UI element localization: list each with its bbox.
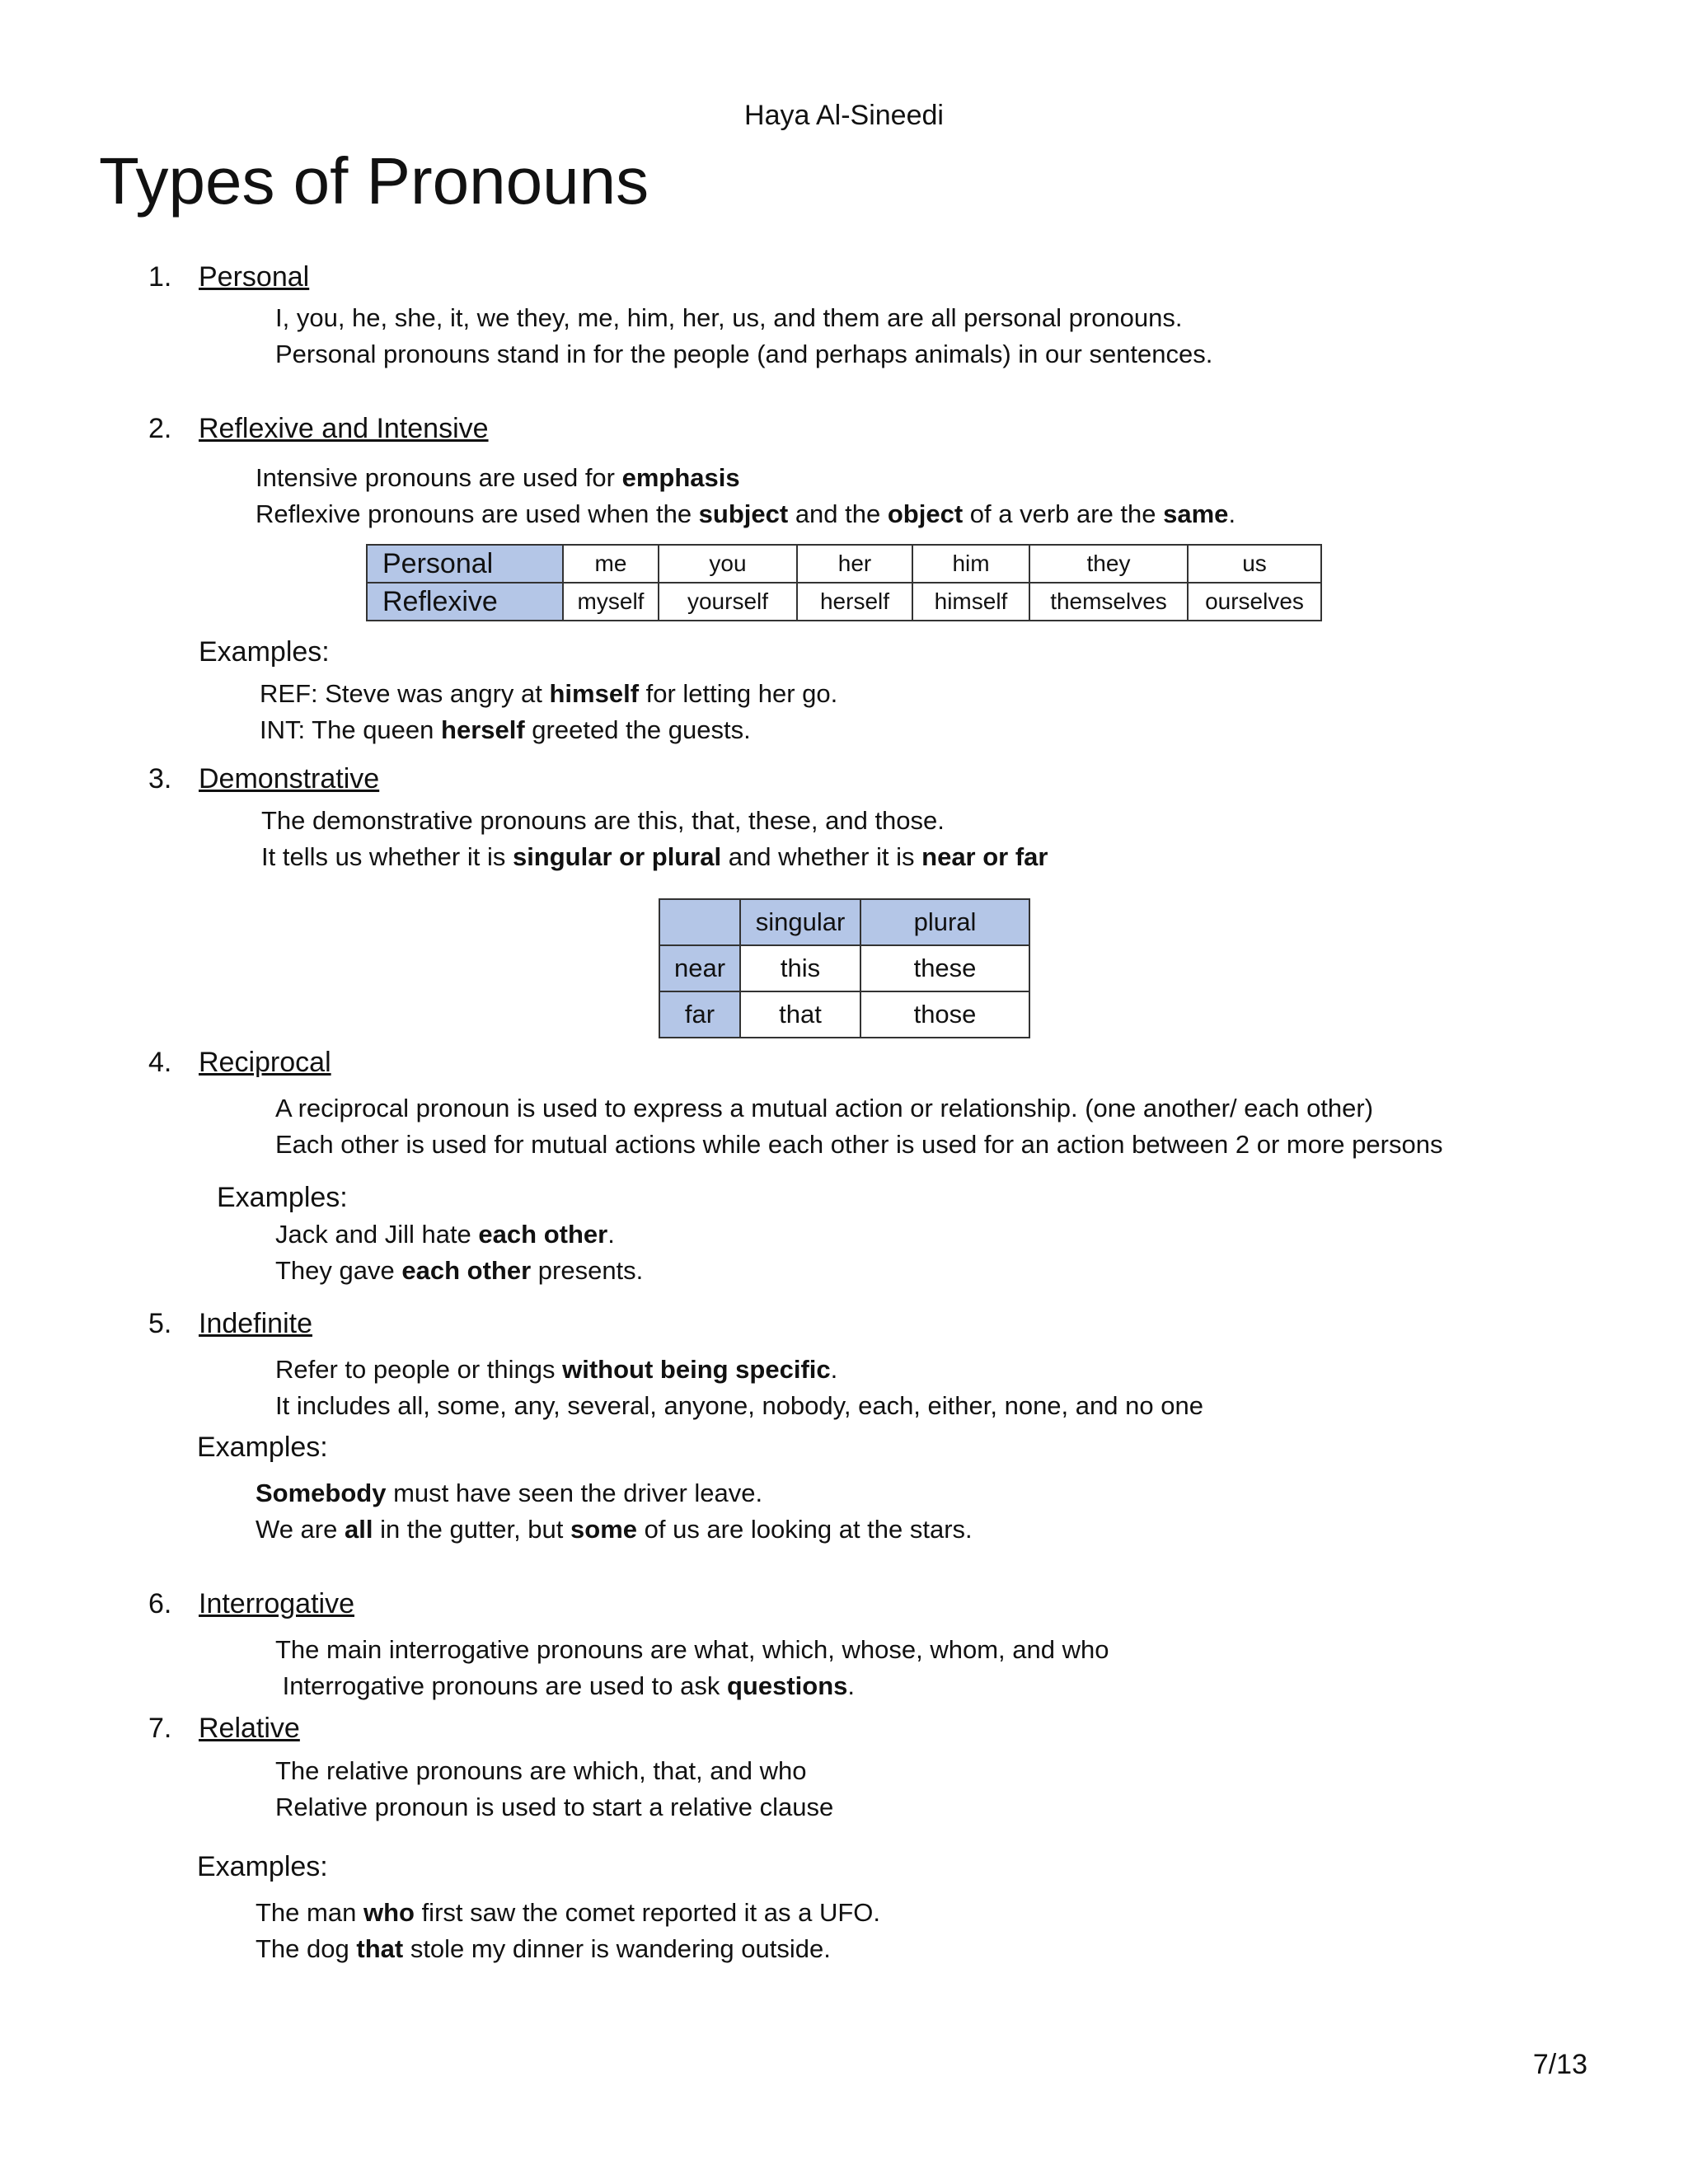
- demonstrative-table: [659, 898, 1030, 1038]
- table-corner: [659, 899, 740, 945]
- reciprocal-line-1: A reciprocal pronoun is used to express a mutual action or relationship. (one another/ each other): [275, 1094, 1374, 1122]
- examples-label: Examples:: [197, 1432, 328, 1463]
- reciprocal-example-1: Jack and Jill hate each other.: [275, 1220, 615, 1249]
- table-cell: us: [1188, 545, 1321, 583]
- section-heading-demonstrative: Demonstrative: [199, 763, 380, 794]
- interrogative-line-1: The main interrogative pronouns are what, which, whose, whom, and who: [275, 1635, 1109, 1664]
- table-row: [659, 991, 1029, 1038]
- table-cell: me: [563, 545, 659, 583]
- section-number: 7.: [148, 1713, 172, 1744]
- table-row: [659, 899, 1029, 945]
- indefinite-line-2: It includes all, some, any, several, anyone, nobody, each, either, none, and no one: [275, 1391, 1203, 1420]
- table-cell: himself: [912, 583, 1029, 621]
- personal-line-1: I, you, he, she, it, we they, me, him, her, us, and them are all personal pronouns.: [275, 303, 1183, 332]
- examples-label: Examples:: [199, 636, 330, 668]
- personal-reflexive-table: [366, 544, 1322, 621]
- relative-example-2: The dog that stole my dinner is wandering outside.: [256, 1934, 831, 1963]
- section-number: 2.: [148, 413, 172, 444]
- page-title: Types of Pronouns: [99, 144, 649, 218]
- indefinite-example-2: We are all in the gutter, but some of us are looking at the stars.: [256, 1515, 973, 1544]
- table-cell: those: [860, 991, 1029, 1038]
- table-cell: ourselves: [1188, 583, 1321, 621]
- column-header-plural: plural: [860, 899, 1029, 945]
- table-row: [367, 545, 1321, 583]
- table-cell: him: [912, 545, 1029, 583]
- table-cell: her: [797, 545, 912, 583]
- reflexive-definition: Reflexive pronouns are used when the subject and the object of a verb are the same.: [256, 499, 1236, 528]
- page-number: 7/13: [1532, 2049, 1587, 2080]
- reciprocal-line-2: Each other is used for mutual actions while each other is used for an action between 2 or more persons: [275, 1130, 1443, 1159]
- examples-label: Examples:: [197, 1851, 328, 1882]
- relative-line-2: Relative pronoun is used to start a relative clause: [275, 1793, 834, 1821]
- row-header-near: near: [659, 945, 740, 991]
- table-cell: that: [740, 991, 860, 1038]
- table-cell: herself: [797, 583, 912, 621]
- example-ref: REF: Steve was angry at himself for letting her go.: [260, 679, 838, 708]
- table-cell: this: [740, 945, 860, 991]
- interrogative-line-2: Interrogative pronouns are used to ask questions.: [275, 1671, 856, 1700]
- section-number: 4.: [148, 1047, 172, 1078]
- indefinite-line-1: Refer to people or things without being specific.: [275, 1355, 838, 1384]
- relative-line-1: The relative pronouns are which, that, and who: [275, 1756, 807, 1785]
- author-name: Haya Al-Sineedi: [744, 100, 944, 131]
- section-heading-reciprocal: Reciprocal: [199, 1047, 331, 1078]
- section-heading-personal: Personal: [199, 261, 310, 293]
- relative-example-1: The man who first saw the comet reported it as a UFO.: [256, 1898, 881, 1927]
- table-cell: they: [1029, 545, 1188, 583]
- section-number: 6.: [148, 1588, 172, 1619]
- example-int: INT: The queen herself greeted the guests.: [260, 715, 751, 744]
- section-heading-indefinite: Indefinite: [199, 1308, 312, 1339]
- table-cell: yourself: [659, 583, 797, 621]
- row-label-reflexive: Reflexive: [367, 583, 563, 621]
- section-heading-reflexive-intensive: Reflexive and Intensive: [199, 413, 489, 444]
- table-cell: myself: [563, 583, 659, 621]
- indefinite-example-1: Somebody must have seen the driver leave.: [256, 1479, 763, 1507]
- table-row: [367, 583, 1321, 621]
- row-header-far: far: [659, 991, 740, 1038]
- reciprocal-example-2: They gave each other presents.: [275, 1256, 644, 1285]
- section-number: 5.: [148, 1308, 172, 1339]
- demonstrative-line-2: It tells us whether it is singular or plural and whether it is near or far: [261, 842, 1048, 871]
- table-cell: these: [860, 945, 1029, 991]
- table-cell: you: [659, 545, 797, 583]
- column-header-singular: singular: [740, 899, 860, 945]
- section-heading-relative: Relative: [199, 1713, 300, 1744]
- row-label-personal: Personal: [367, 545, 563, 583]
- section-number: 3.: [148, 763, 172, 794]
- table-row: [659, 945, 1029, 991]
- examples-label: Examples:: [217, 1182, 348, 1213]
- section-heading-interrogative: Interrogative: [199, 1588, 354, 1619]
- intensive-definition: Intensive pronouns are used for emphasis: [256, 463, 740, 492]
- demonstrative-line-1: The demonstrative pronouns are this, that, these, and those.: [261, 806, 945, 835]
- section-number: 1.: [148, 261, 172, 293]
- personal-line-2: Personal pronouns stand in for the people (and perhaps animals) in our sentences.: [275, 340, 1213, 368]
- table-cell: themselves: [1029, 583, 1188, 621]
